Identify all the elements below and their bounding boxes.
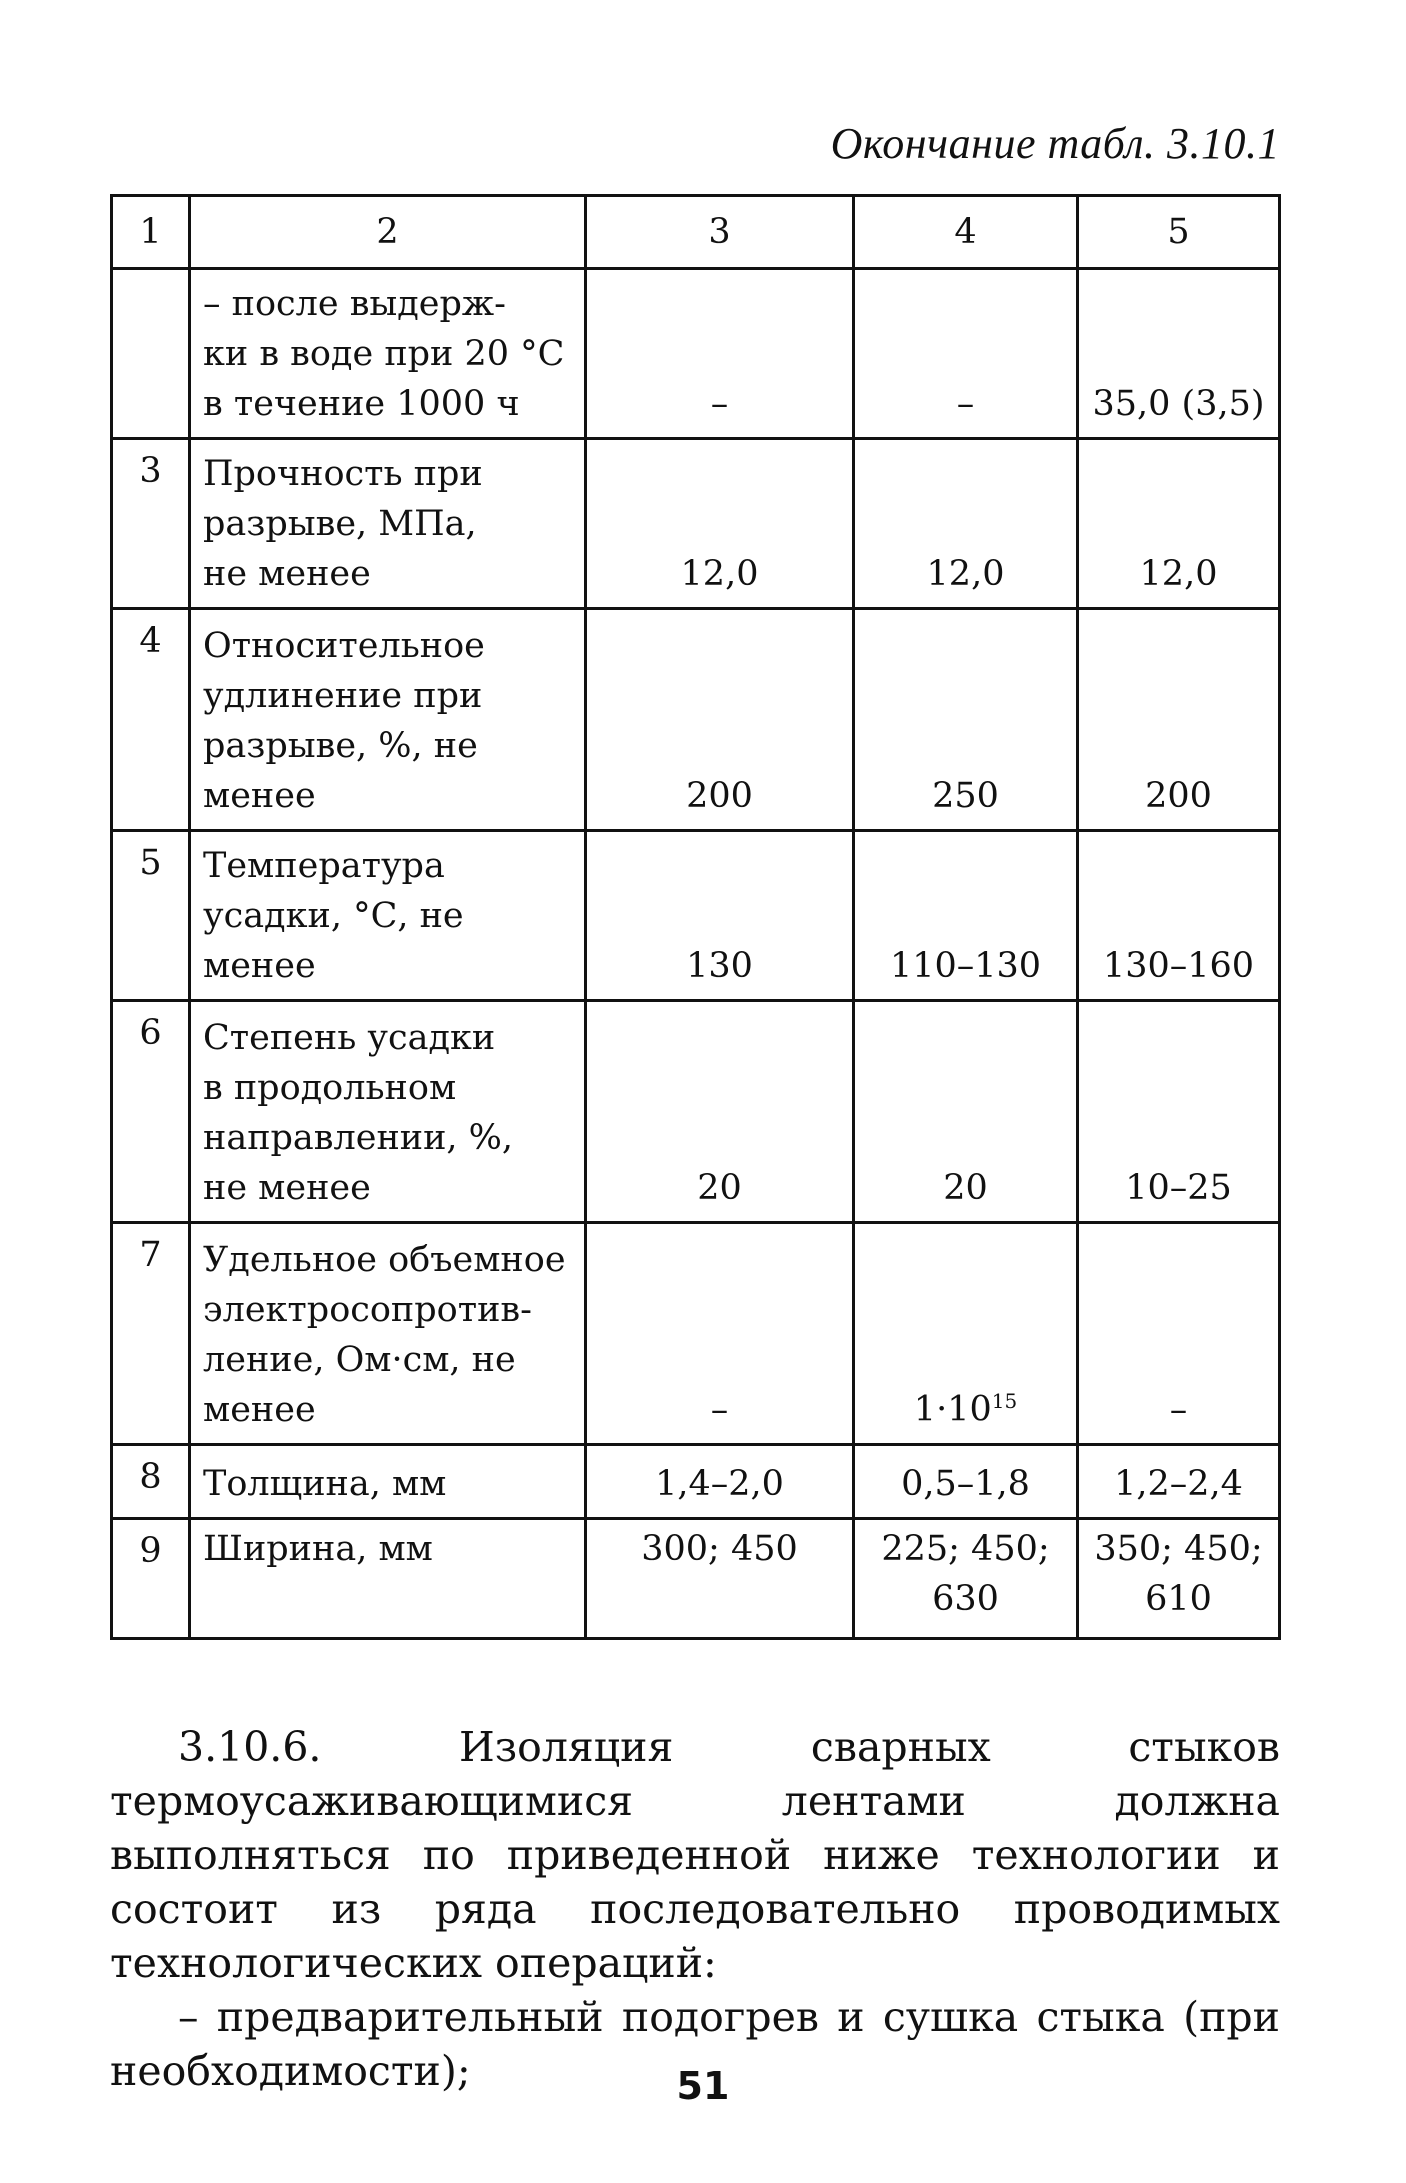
table-row xyxy=(112,1001,1280,1223)
row-label xyxy=(190,831,586,1001)
label-line: менее xyxy=(203,776,316,816)
value-cell: 130 xyxy=(586,831,854,1001)
value-cell: 12,0 xyxy=(854,439,1078,609)
label-line: Ширина, мм xyxy=(203,1529,433,1569)
table-header-row xyxy=(112,196,1280,269)
value-cell: 1,2–2,4 xyxy=(1078,1445,1280,1519)
row-number: 8 xyxy=(112,1445,190,1519)
row-number: 7 xyxy=(112,1223,190,1445)
value-cell: – xyxy=(586,1223,854,1445)
header-cell: 4 xyxy=(854,196,1078,269)
table-caption: Окончание табл. 3.10.1 xyxy=(830,119,1280,168)
value-cell: 225; 450; 630 xyxy=(854,1519,1078,1639)
value-cell: 20 xyxy=(586,1001,854,1223)
label-line: в продольном xyxy=(203,1068,457,1108)
value-cell: 12,0 xyxy=(586,439,854,609)
row-label xyxy=(190,269,586,439)
label-line: Толщина, мм xyxy=(203,1464,447,1504)
label-line: Удельное объемное xyxy=(203,1240,566,1280)
table-row xyxy=(112,1445,1280,1519)
value-cell: 35,0 (3,5) xyxy=(1078,269,1280,439)
label-line: Степень усадки xyxy=(203,1018,496,1058)
label-line: удлинение при xyxy=(203,676,483,716)
label-line: не менее xyxy=(203,1168,371,1208)
label-line: электросопротив- xyxy=(203,1290,532,1330)
label-line: ки в воде при 20 °С xyxy=(203,334,565,374)
table-row xyxy=(112,269,1280,439)
label-line: менее xyxy=(203,946,316,986)
value-cell: – xyxy=(1078,1223,1280,1445)
value-cell: 250 xyxy=(854,609,1078,831)
value-cell: 130–160 xyxy=(1078,831,1280,1001)
label-line: в течение 1000 ч xyxy=(203,384,520,424)
value-cell: 12,0 xyxy=(1078,439,1280,609)
label-line: – после выдерж- xyxy=(203,284,506,324)
label-line: направлении, %, xyxy=(203,1118,514,1158)
value-cell: 350; 450; 610 xyxy=(1078,1519,1280,1639)
exponent: 15 xyxy=(991,1389,1018,1414)
row-number: 4 xyxy=(112,609,190,831)
paragraph: – предварительный подогрев и сушка стыка (при необходимости); xyxy=(110,1993,1280,2095)
label-line: Температура xyxy=(203,846,445,886)
row-label xyxy=(190,1445,586,1519)
value-cell: 0,5–1,8 xyxy=(854,1445,1078,1519)
value-cell: – xyxy=(586,269,854,439)
body-text xyxy=(110,1720,1280,2098)
row-number: 9 xyxy=(112,1519,190,1639)
value-cell: 200 xyxy=(586,609,854,831)
value-cell: – xyxy=(854,269,1078,439)
row-number: 6 xyxy=(112,1001,190,1223)
label-line: Прочность при xyxy=(203,454,483,494)
label-line: не менее xyxy=(203,554,371,594)
paragraph: 3.10.6. Изоляция сварных стыков термоусаживающимися лентами должна выполняться по приведенной ниже технологии и состоит из ряда последовательно проводимых технологических операций: xyxy=(110,1723,1280,1987)
row-label xyxy=(190,609,586,831)
page-number: 51 xyxy=(676,2064,730,2108)
row-label xyxy=(190,1223,586,1445)
header-cell: 2 xyxy=(190,196,586,269)
table-row xyxy=(112,1223,1280,1445)
value-cell: 200 xyxy=(1078,609,1280,831)
table-row xyxy=(112,439,1280,609)
value-cell: 1,4–2,0 xyxy=(586,1445,854,1519)
value-cell: 300; 450 xyxy=(586,1519,854,1639)
header-cell: 5 xyxy=(1078,196,1280,269)
row-number: 5 xyxy=(112,831,190,1001)
label-line: усадки, °С, не xyxy=(203,896,464,936)
properties-table xyxy=(110,194,1281,1640)
table-row xyxy=(112,831,1280,1001)
value-cell: 10–25 xyxy=(1078,1001,1280,1223)
row-number xyxy=(112,269,190,439)
header-cell: 3 xyxy=(586,196,854,269)
value-text: 1·10 xyxy=(913,1390,992,1430)
table-row xyxy=(112,1519,1280,1639)
label-line: Относительное xyxy=(203,626,485,666)
row-label xyxy=(190,1519,586,1639)
value-cell: 20 xyxy=(854,1001,1078,1223)
value-cell: 110–130 xyxy=(854,831,1078,1001)
value-cell xyxy=(854,1223,1078,1445)
label-line: менее xyxy=(203,1390,316,1430)
label-line: разрыве, МПа, xyxy=(203,504,477,544)
header-cell: 1 xyxy=(112,196,190,269)
row-label xyxy=(190,1001,586,1223)
label-line: разрыве, %, не xyxy=(203,726,478,766)
table-row xyxy=(112,609,1280,831)
row-number: 3 xyxy=(112,439,190,609)
label-line: ление, Ом·см, не xyxy=(203,1340,516,1380)
row-label xyxy=(190,439,586,609)
